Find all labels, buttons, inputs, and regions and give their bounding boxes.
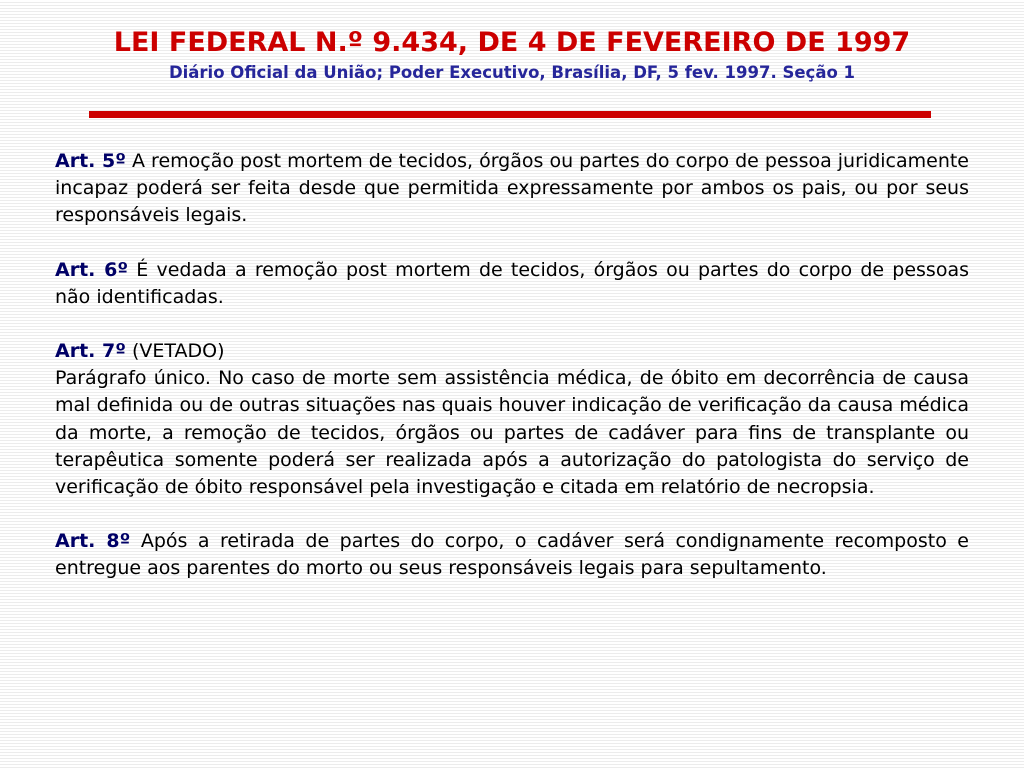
article-5 [55,148,969,230]
article-5-label: Art. 5º [55,150,126,172]
article-7-heading [55,338,969,365]
article-8-label: Art. 8º [55,530,131,553]
article-7-text: (VETADO) [131,340,225,363]
law-title: LEI FEDERAL N.º 9.434, DE 4 DE FEVEREIRO DE 1997 [113,27,911,58]
article-8-text: Após a retirada de partes do corpo, o cadáver será condignamente recomposto e entregue aos parentes do morto ou seus responsáveis legais para sepultamento. [55,530,969,580]
article-6 [55,257,969,311]
article-7-label: Art. 7º [55,340,126,363]
article-5-text: A remoção post mortem de tecidos, órgãos ou partes do corpo de pessoa juridicamente incapaz poderá ser feita desde que permitida expressamente por ambos os pais, ou por seus responsáveis legais. [55,150,969,227]
article-7 [55,338,969,501]
article-6-text: É vedada a remoção post mortem de tecidos, órgãos ou partes do corpo de pessoas não identificadas. [55,258,969,308]
articles-body [55,148,969,610]
article-8 [55,528,969,582]
article-6-label: Art. 6º [55,258,129,281]
article-7-sole-paragraph: Parágrafo único. No caso de morte sem assistência médica, de óbito em decorrência de causa mal definida ou de outras situações nas quais houver indicação de verificação da causa médica da morte, a remoção de tecidos, órgãos ou partes de cadáver para fins de transplante ou terapêutica somente poderá ser realizada após a autorização do patologista do serviço de verificação de óbito responsável pela investigação e citada em relatório de necropsia. [55,367,969,499]
law-subtitle: Diário Oficial da União; Poder Executivo, Brasília, DF, 5 fev. 1997. Seção 1 [168,63,856,82]
title-divider [89,111,931,118]
